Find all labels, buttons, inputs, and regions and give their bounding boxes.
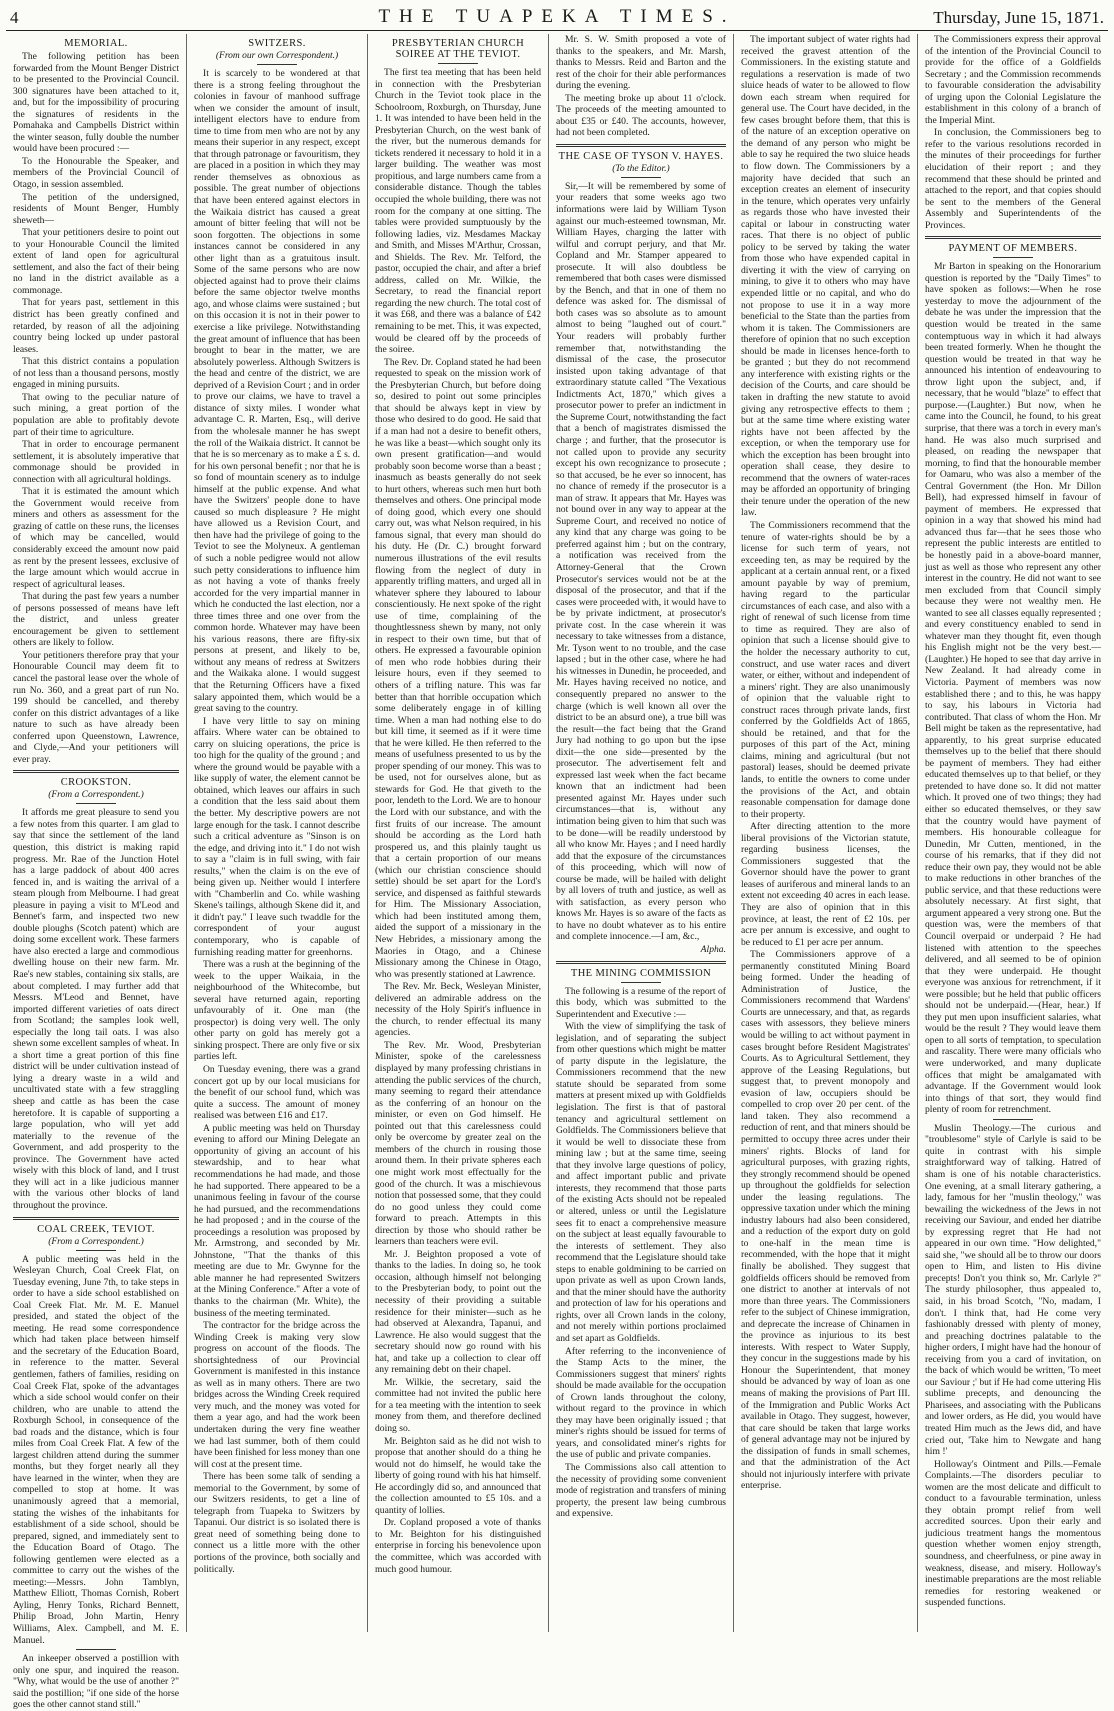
divider bbox=[76, 1250, 116, 1251]
presbyterian-para: Dr. Copland proposed a vote of thanks to Mr. Beighton for his distinguished enterprise in forcing his benevolence upon the committee, which was accorded with much good humour. bbox=[375, 1517, 541, 1575]
memorial-para: That owing to the peculiar nature of such mining, a great portion of the population are able to profitably devote part of their time to agriculture. bbox=[13, 391, 179, 438]
presbyterian-para: The Rev. Dr. Copland stated he had been requested to speak on the mission work of the Presbyterian Church, but before doing so, desired to point out some principles that should be always kept in view by those who desired to do good. He said that if a man had not a desire to benefit others, he was like a beast—which sought only its own present gratification—and would probably soon become worse than a beast ; inasmuch as beasts generally do not seek to hurt others, whereas such men hurt both themselves and others. One principal mode of doing good, which every one should carry out, was what Nelson required, in his famous signal, that every man should do his duty. He (Dr. C.) brought forward numerous illustrations of the evil results flowing from the neglect of duty in apparently trifling matters, and urged all in whatever sphere they laboured to labour conscientiously. He next spoke of the right use of time, complaining of the thoughtlessness shewn by many, not only in respect to their own time, but that of others. He expressed a favourable opinion of men who rode hobbies during their leisure hours, even if they seemed to others of a trifling nature. This was far better than that horrible occupation which some deliberately engage in of killing time. When a man had nothing else to do but kill time, it seemed as if it were time that he were killed. He then referred to the means of usefulness presented to us by the proper spending of our money. This was to be used, not for ourselves alone, but as stewards for God. He that giveth to the poor, lendeth to the Lord. We are to honour the Lord with our substance, and with the first fruits of our increase. The amount should be according as the Lord hath prospered us, and this plainly taught us that a certain proportion of our means (which our christian conscience should settle) should be set apart for the Lord's service, and dispensed as faithful stewards for Him. The Missionary Association, which had been instituted among them, aided the support of a missionary in the New Hebrides, a missionary among the Maories in Otago, and a Chinese Missionary among the Chinese in Otago, who was presently stationed at Lawrence. bbox=[375, 356, 541, 980]
soiree-thanks-para: Mr. S. W. Smith proposed a vote of thanks to the speakers, and Mr. Marsh, thanks to Messrs. Reid and Barton and the rest of the choir for their able performances during the evening. bbox=[556, 34, 726, 92]
mining-para: The Commissioners recommend that the tenure of water-rights should be by a license for such term of years, not exceeding ten, as may be required by the applicant at a certain annual rent, or a fixed amount payable by way of premium, having regard to the particular circumstances of each case, and also with a right of renewal of such license from time to time as required. They are also of opinion that such a license should give to the holder the necessary authority to cut, construct, and use water races and divert water, or either, without and independent of a miners' right. They are also unanimously of opinion that the valuable right to construct races through private lands, first conferred by the Goldfields Act of 1865, should be retained, and that for the purposes of this part of the Act, mining claims, mining and agricultural (but not pastoral) leases, should be deemed private lands, to entitle the owners to come under the provisions of the Act, and obtain reasonable compensation for damage done to their property. bbox=[741, 519, 910, 820]
switzers-para: The contractor for the bridge across the Winding Creek is making very slow progress on account of the floods. The shortsightedness of our Provincial Government is manifested in this instance as well as in many others. There are two bridges across the Winding Creek required very much, and the money was voted for them a year ago, and had the work been undertaken during the very fine weather we had last summer, both of them could have been finished for less money than one will cost at the present time. bbox=[194, 1320, 360, 1470]
presbyterian-para: The first tea meeting that has been held in connection with the Presbyterian Church in the Teviot took place in the Schoolroom, Roxburgh, on Thursday, June 1. It was intended to have been held in the Presbyterian Church, on the west bank of the river, but the numerous demands for tickets rendered it necessary to hold it in a larger building. The weather was most propitious, and large numbers came from a considerable distance. Though the tables occupied the whole building, there was not room for the company at one sitting. The tables were provided sumptuously by the following ladies, viz. Mesdames Mackay and Smith, and Misses M'Arthur, Crossan, and Shields. The Rev. Mr. Telford, the pastor, occupied the chair, and after a brief address, called on Mr. Wilkie, the Secretary, to read the financial report regarding the new church. The total cost of it was £68, and there was a balance of £42 remaining to be met. This, it was expected, would be cleared off by the proceeds of the soiree. bbox=[375, 67, 541, 356]
memorial-address: To the Honourable the Speaker, and members of the Provincial Council of Otago, in session assembled. bbox=[13, 155, 179, 191]
crookston-para: It affords me great pleasure to send you a few notes from this quarter. I am glad to say that since the settlement of the land question, this district is making rapid progress. Mr. Rae of the Junction Hotel has a large paddock of about 400 acres fenced in, and is waiting the arrival of a steam plough from Melbourne. I had great pleasure in paying a visit to M'Leod and Bennet's farm, and inspected two new double ploughs (Scotch patent) which are doing some excellent work. These farmers have also erected a large and commodious dwelling house on their new farm. Mr. Rae's new stables, containing six stalls, are about completed. I may further add that Messrs. M'Leod and Bennet, have imported different varieties of oats direct from Scotland; the samples look well, especially the long tail oats. I was also shewn some excellent samples of wheat. In a short time a great portion of this fine district will be under cultivation instead of lying a dreary waste in a wild and uncultivated state with a few straggling sheep and cattle as has been the case heretofore. It is capable of supporting a large population, who will yet add materially to the revenue of the Government, and add prosperity to the province. The Government have acted wisely with this block of land, and I trust they will act in a like judicious manner with the various other blocks of land throughout the province. bbox=[13, 807, 179, 1211]
mining-para: The Commissions also call attention to the necessity of providing some convenient mode of registration and transfers of mining property, the present law being cumbrous and expensive. bbox=[556, 1461, 726, 1520]
coal-creek-para: A public meeting was held in the Wesleyan Church, Coal Creek Flat, on Tuesday evening, June 7th, to take steps in order to have a side school established on Coal Creek Flat. Mr. M. E. Manuel presided, and stated the object of the meeting. He read some correspondence which had taken place between himself and the secretary of the Education Board, in reference to the matter. Several gentlemen, fathers of families, residing on Coal Creek Flat, spoke of the advantages which a side school would confer on their children, who are unable to attend the Roxburgh School, in consequence of the bad roads and the distance, which is four miles from Coal Creek Flat. A few of the largest children attend during the summer months, but they forget nearly all they have learned in the winter, when they are compelled to stop at home. It was unanimously agreed that a memorial, stating the wishes of the inhabitants for establishment of a side school, should be prepared, signed, and immediately sent to the Education Board of Otago. The following gentlemen were elected as a committee to carry out the wishes of the meeting:—Messrs. John Tamblyn, Matthew Elliott, Thomas Cornish, Robert Ayling, Henry Tonks, Richard Bennett, Philip Broad, John Martin, Henry Williams, Alex. Campbell, and M. E. Manuel. bbox=[13, 1253, 179, 1646]
presbyterian-para: Mr. Wilkie, the secretary, said the committee had not invited the public here for a tea meeting with the intention to seek money from them, and therefore declined doing so. bbox=[375, 1376, 541, 1434]
page-number: 4 bbox=[10, 8, 19, 27]
newspaper-title: THE TUAPEKA TIMES. bbox=[378, 6, 736, 27]
mining-commission-heading: THE MINING COMMISSION bbox=[570, 967, 712, 979]
soiree-close-para: The meeting broke up about 11 o'clock. The proceeds of the meeting amounted to about £35 or £40. The accounts, however, had not been completed. bbox=[556, 92, 726, 139]
memorial-para: That your petitioners desire to point out to your Honourable Council the limited extent of land open for agricultural settlement, and also the fact of their being no land in the district available as a commonage. bbox=[13, 227, 179, 296]
column-1 bbox=[6, 34, 187, 1711]
switzers-heading: SWITZERS. bbox=[248, 38, 306, 49]
divider bbox=[993, 1119, 1033, 1120]
mining-para: After directing attention to the more liberal provisions of the Victorian statute, regarding business licenses, the Commissioners suggested that the Governor should have the power to grant leases of auriferous and mineral lands to an extent not exceeding 40 acres in each lease. They are also of opinion that in this province, at least, the rent of £2 10s. per acre per annum is excessive, and ought to be reduced to £1 per acre per annum. bbox=[741, 821, 910, 948]
column-3 bbox=[368, 34, 549, 1632]
presbyterian-para: The Rev. Mr. Beck, Wesleyan Minister, delivered an admirable address on the necessity of the Holy Spirit's influence in the church, to render effectual its many agencies. bbox=[375, 981, 541, 1039]
issue-date: Thursday, June 15, 1871. bbox=[933, 8, 1104, 27]
memorial-heading: MEMORIAL. bbox=[64, 38, 128, 49]
divider bbox=[621, 177, 661, 178]
column-2 bbox=[187, 34, 368, 1632]
presbyterian-para: Mr. J. Beighton proposed a vote of thanks to the ladies. In doing so, he took occasion, although himself not belonging to the Presbyterian body, to point out the necessity of their providing a suitable residence for their minister—such as he had observed at Alexandra, Tapanui, and Lawrence. He also would suggest that the secretary should now go round with his hat, and take up a collection to clear off any remaining debt on their chapel. bbox=[375, 1248, 541, 1376]
tyson-signature: Alpha. bbox=[700, 944, 726, 956]
mining-para: The Commissioners approve of a permanently constituted Mining Board being formed. Under the heading of Administration of Justice, the Commissioners recommend that Wardens' Courts are unnecessary, and that, as regards cases with assessors, they believe miners would be willing to act without payment in cases brought before Resident Magistrates' Courts. As to Agricultural Settlement, they approve of the Leasing Regulations, but suggest that, to prevent monopoly and evasion of law, occupiers should be compelled to crop over 20 per cent. of the land taken. They also recommend a reduction of rent, and that miners should be permitted to occupy three acres under their miners' rights. Blocks of land for agricultural purposes, with grazing rights, they strongly recommend should be opened up throughout the goldfields for selection under the leasing regulations. The oppressive taxation under which the mining industry labours had also been considered, and a reduction of the export duty on gold to one-half in the mean time is recommended, with the hope that it might finally be abolished. They suggest that goldfields officers should be removed from one district to another at intervals of not more than three years. The Commissioners refer to the subject of Chinese immigration, and deprecate the increase of Chinamen in the province as injurious to its best interests. With respect to Water Supply, they concur in the suggestions made by his Honour the Superintendent, that money should be advanced by way of loan as one means of making the provisions of Part III. of the Immigration and Public Works Act available in Otago. They suggest, however, that care should be taken that large works of general advantage may not be injured by the dissipation of funds in small schemes, and that the administration of the Act should not injuriously interfere with private enterprise. bbox=[741, 949, 910, 1492]
memorial-petition-line: The petition of the undersigned, residents of Mount Benger, Humbly sheweth— bbox=[13, 191, 179, 226]
payment-heading: PAYMENT OF MEMBERS. bbox=[948, 243, 1078, 255]
switzers-para: I have very little to say on mining affairs. Where water can be obtained to carry on sluicing operations, the price is too high for the quality of the ground ; and where the ground would be payable with a like supply of water, the element cannot be obtained, which leaves our affairs in such a condition that the less said about them the better. My descriptive powers are not large enough for the task. I cannot describe such a critical adventure as "Sinson is on the edge, and driving into it." I do not wish to say a "claim is in full swing, with fair results," when the claim is on the eve of being given up. Neither would I interfere with "Chamberlin and Co. while washing Skene's tailings, although Skene did it, and it didn't pay." I leave such twaddle for the correspondent of your august contemporary, who is capable of furnishing reading matter for greenhorns. bbox=[194, 715, 360, 958]
columns bbox=[6, 34, 1108, 1711]
holloway-advert-para: Holloway's Ointment and Pills.—Female Complaints.—The disorders peculiar to women are the most delicate and difficult to conduct to a favourable termination, unless they obtain prompt relief from well accredited sources. Upon their early and judicious treatment hangs the momentous question whether women enjoy strength, soundness, and cheerfulness, or pine away in weakness, disease, and misery. Holloway's inestimable preparations are the most reliable remedies for restoring weakened or suspended functions. bbox=[925, 1458, 1101, 1609]
presbyterian-heading: PRESBYTERIAN CHURCH SOIREE AT THE TEVIOT. bbox=[391, 38, 525, 60]
switzers-para: A public meeting was held on Thursday evening to afford our Mining Delegate an opportunity of giving an account of his stewardship, and to hear what recommendations he had made, and those he had supported. There appeared to be a unanimous feeling in favour of the course he had pursued, and the recommendations he had proposed ; and in the course of the proceedings a resolution was proposed by Mr. Armstrong, and seconded by Mr. Johnstone, "That the thanks of this meeting are due to Mr. Gwynne for the able manner he had represented Switzers at the Mining Conference." After a vote of thanks to the chairman (Mr. White), the business of the meeting terminated. bbox=[194, 1122, 360, 1319]
divider bbox=[621, 982, 661, 983]
memorial-intro: The following petition has been forwarded from the Mount Benger District to be presented to the Provincial Council. 300 signatures have been attached to it, and, but for the impossibility of procuring the signatures of residents in the Pomahaka and Campbells District within the winter season, fully double the number would have been procured :— bbox=[13, 51, 179, 155]
divider bbox=[438, 63, 478, 64]
switzers-para: There has been some talk of sending a memorial to the Government, by some of our Switzers residents, to get a line of telegraph from Tuapeka to Switzers by Tapanui. Our district is so isolated there is great need of something being done to connect us a little more with the other portions of the province, both socially and politically. bbox=[194, 1471, 360, 1575]
coal-creek-byline: (From a Correspondent.) bbox=[48, 1236, 144, 1247]
masthead bbox=[6, 4, 1108, 31]
memorial-para: Your petitioners therefore pray that your Honourable Council may deem fit to cancel the pastoral lease over the whole of run No. 360, and a great part of run No. 199 should be cancelled, and thereby confer on this district advantages of a like nature to such as have already been conferred upon Queenstown, Lawrence, and Clyde,—And your petitioners will ever pray. bbox=[13, 649, 179, 765]
divider bbox=[925, 236, 1101, 239]
column-4 bbox=[549, 34, 734, 1632]
payment-para: Mr Barton in speaking on the Honorarium question is reported by the "Daily Times" to have spoken as follows:—When he rose yesterday to move the adjournment of the debate he was under the impression that the question would be treated in the same contemptuous way in which it had always been treated formerly. When he thought the question would be treated in that way he announced his intention of endeavouring to throw light upon the subject, and, if necessary, that he would "blaze" to effect that purpose.—(Laughter.) But now, when he came into the Council, he found, to his great surprise, that there was a torch in every man's hand. He was also much surprised and pleased, on reading the newspaper that morning, to find that the honourable member for Oamaru, who was also a member of the Central Government (the Hon. Mr Dillon Bell), had expressed himself in favour of payment of members. He expressed that opinion in a way that showed his mind had advanced thus far—that he sees those who represent the public interests are entitled to be honestly paid in a above-board manner, just as well as those who represent any other interest in the country. He did not want to see men excluded from that Council simply because they were not wealthy men. He wanted to see all classes equally represented ; and every constituency enabled to send in whatever man they thought fit, even though his English might not be the very best.—(Laughter.) He hoped to see that day arrive in New Zealand. It had already come in Victoria. Payment of members was now established there ; and to this, he was happy to say, his labours in Victoria had contributed. That class of whom the Hon. Mr Bell might be taken as the representative, had apparently, to his great surprise educated themselves up to the belief that there should be payment of members. They had either educated themselves up to that belief, or they pretended to have done so. It did not matter which. It proved one of two things; they had either so educated themselves, or they saw that the country would have payment of members. His honourable colleague for Dunedin, Mr Cutten, mentioned, in the course of his remarks, that if they did not reduce their own pay, they would not be able to make reductions in other branches of the public service, and that these reductions were absolutely necessary. At first sight, that argument appeared a very strong one. But the question was, were the members of that Council overpaid or underpaid ? He had listened with attention to the speeches delivered, and all seemed to be of opinion that they were underpaid. He thought everyone was anxious for retrenchment, if it were possible; but he held that public officers should not be underpaid.—(Hear, hear.) If they put men upon insufficient salaries, what would be the result ? They would leave them open to all sorts of temptation, to speculation and rascality. There were many officials who were underworked, and many duplicate offices that might be amalgamated with advantage. If the Government would look into things of that sort, they would find plenty of room for retrenchment. bbox=[925, 261, 1101, 1116]
divider bbox=[556, 144, 726, 147]
muslin-theology-para: Muslin Theology.—The curious and "troublesome" style of Carlyle is said to be quite in contrast with his simple straightforward way of talking. Hatred of sham is one of his notable characteristics. One evening, at a small literary gathering, a lady, famous for her "muslin theology," was bewailing the wickedness of the Jews in not receiving our Saviour, and ended her diatribe by expressing regret that He had not appeared in our own time. "How delighted," said she, "we should all be to throw our doors open to Him, and listen to His divine precepts! Don't you think so, Mr. Carlyle ?" The sturdy philosopher, thus appealed to, said, in his broad Scotch, "No, madam, I don't. I think that, had He come very fashionably dressed with plenty of money, and preaching doctrines palatable to the higher orders, I might have had the honour of receiving from you a card of invitation, on the back of which would be written, 'To meet our Saviour ;' but if He had come uttering His sublime precepts, and denouncing the Pharisees, and associating with the Publicans and lower orders, as He did, you would have treated Him much as the Jews did, and have cried out, 'Take him to Newgate and hang him !' bbox=[925, 1122, 1101, 1458]
memorial-para: That in order to encourage permanent settlement, it is absolutely imperative that commonage should be provided in connection with all agricultural holdings. bbox=[13, 439, 179, 485]
tyson-letter: Sir,—It will be remembered by some of your readers that some weeks ago two informations were laid by William Tyson against our much-esteemed townsman, Mr. William Hayes, charging the latter with wilful and corrupt perjury, and that Mr. Copland and Mr. Stamper appeared to prosecute. It will also doubtless be remembered that both cases were dismissed by the Bench, and that in one of them no defence was asked for. The dismissal of both cases was so absolute as to amount almost to being "laughed out of court." Your readers will probably further remember that, notwithstanding the dismissal of the case, the prosecutor insisted upon taking advantage of that extraordinary statute called "The Vexatious Indictments Act, 1870," which gives a prosecutor power to prefer an indictment in the Supreme Court, notwithstanding the fact that a bench of magistrates dismissed the charge ; and further, that the prosecutor is not called upon to provide any security except his own recognizance to prosecute ; so that accused, be he ever so innocent, has no chance of remedy if the prosecutor is a man of straw. It appears that Mr. Hayes was not bound over in any way to appear at the Supreme Court, and received no notice of any kind that any charge was going to be preferred against him ; but on the contrary, a notification was received from the Attorney-General that the Crown Prosecutor's services would not be at the disposal of the prosecutor, and that if the cases were proceeded with, it would have to be by private indictment, at prosecutor's private cost. In the case wherein it was necessary to take witnesses from a distance, Mr. Tyson went to no trouble, and the case lapsed ; but in the other case, where he had his witnesses in Dunedin, he proceeded, and Mr. Hayes having received no notice, and consequently prepared no answer to the charge (which is well known all over the district to be an absurd one), a true bill was the result—the fact being that the Grand Jury had nothing to go upon but the ipse dixit—the one side—presented by the prosecutor. The advertisement felt and expressed last week when the fact became known that an indictment had been presented against Mr. Hayes under such circumstances—that is, without any intimation being given to him that such was to be done—will be readily understood by all who know Mr. Hayes ; and I need hardly add that the exposure of the circumstances of this proceeding, which will now of course be made, will be hailed with delight by all lovers of truth and justice, as well as with satisfaction, as every person who knows Mr. Hayes is so aware of the facts as to have no doubt whatever as to his entire and complete innocence.—I am, &c., bbox=[556, 180, 726, 943]
memorial-para: That for years past, settlement in this district has been greatly confined and retarded, by reason of all the adjoining country being locked up under pastoral leases. bbox=[13, 297, 179, 355]
tyson-byline: (To the Editor.) bbox=[612, 163, 670, 174]
divider bbox=[13, 1217, 179, 1220]
switzers-para: It is scarcely to be wondered at that there is a strong feeling throughout the colonies in favour of manhood suffrage when we consider the amount of insult, intelligent electors have to endure from time to time from men who are not by any means their superior in any respect, except that through patronage or favouritism, they are placed in a position in which they may render themselves as obnoxious as possible. The great number of objections that have been entered against electors in the Waikaia district has caused a great amount of bitter feeling that will not be soon forgotten. The objections in some instances cannot be considered in any other light than as a gratuitous insult. Some of the same persons who are now objected against had to prove their claims before the same objector twelve months ago, and whose claims were sustained ; but on this occasion it is not in their power to exercise a like privilege. Notwithstanding the great amount of influence that has been brought to bear in the matter, we are absolutely powerless. Although Switzers is the head and centre of the district, we are deprived of a Revision Court ; and in order to prove our claims, we have to travel a distance of sixty miles. I wonder what advantage C. R. Marten, Esq., will derive from the wholesale manner he has swept the roll of the Waikaia district. It cannot be that he is so mercenary as to make a £ s. d. for his own personal benefit ; nor that he is so fond of mountain scenery as to indulge himself at the public expense. And what have the Switzers' people done to have caused so much displeasure ? He might have allowed us a Revision Court, and then have had the privilege of going to the Teviot to see the Molyneux. A gentleman of such a noble pedigree would not allow such petty considerations to influence him as not having a vote of thanks freely accorded for the very impartial manner in which he conducted the last election, nor a three times three and one over from the common horde. Whatever may have been his various reasons, there are fifty-six persons at present, and likely to be, without any means of redress at Switzers and the Waikaka alone. I would suggest that the Returning Officers have a fixed salary appointed them, which would be a great saving to the country. bbox=[194, 68, 360, 715]
mining-para: With the view of simplifying the task of legislation, and of separating the subject from other questions which might be matter of party dispute in the legislature, the Commissioners recommend that the new statute should be separated from some matters at present mixed up with Goldfields legislation. The first is that of pastoral tenancy and agricultural settlement on Goldfields. The Commissioners believe that it would be well to dissociate these from mining law ; but at the same time, seeing that they involve large questions of policy, and affect important public and private interests, they recommend that those parts of the existing Acts should not be repealed or altered, unless or until the Legislature sees fit to enact a comprehensive measure on the subject at least equally favourable to the interests of settlement. They also recommend that the Legislature should take steps to enable goldmining to be carried on upon private as well as upon Crown lands, and that the miner should have the authority and protection of law for his operations and rights, over all Crown lands in the colony, and not merely within portions proclaimed and set apart as Goldfields. bbox=[556, 1021, 726, 1344]
memorial-para: That this district contains a population of not less than a thousand persons, mostly engaged in mining pursuits. bbox=[13, 356, 179, 391]
divider bbox=[76, 803, 116, 804]
presbyterian-para: The Rev. Mr. Wood, Presbyterian Minister, spoke of the carelessness displayed by many professing christians in attending the public services of the church, many seeming to regard their attendance as the conferring of an honour on the minister, or even on God himself. He pointed out that this carelessness could only be overcome by greater zeal on the members of the church in rousing those around them. In their private spheres each one might work most effectually for the good of the church. It was a mischievous notion that possessed some, that they could do no good unless they could come forward to preach. Attempts in this direction by those who should rather be learners than teachers were evil. bbox=[375, 1039, 542, 1248]
tyson-heading: THE CASE OF TYSON V. HAYES. bbox=[558, 150, 724, 162]
memorial-para: That it is estimated the amount which the Government would receive from miners and others as assessment for the grazing of cattle on these runs, the licenses of which may be cancelled, would considerably exceed the amount now paid as rent by the present lessees, exclusive of the large amount which would accrue in respect of agricultural leases. bbox=[13, 486, 179, 590]
divider bbox=[76, 1649, 116, 1650]
mining-para: The following is a resume of the report of this body, which was submitted to the Superintendent and Executive :— bbox=[556, 985, 726, 1020]
presbyterian-para: Mr. Beighton said as he did not wish to propose that another should do a thing he would not do himself, he would take the liberty of going round with his hat himself. He accordingly did so, and announced that the collection amounted to £5 10s. and a quantity of lollies. bbox=[375, 1435, 541, 1516]
divider bbox=[13, 770, 179, 773]
crookston-heading: CROOKSTON. bbox=[60, 777, 132, 789]
mining-para: After referring to the inconvenience of the Stamp Acts to the miner, the Commissioners suggest that miners' rights should be made available for the occupation of Crown lands throughout the colony, without regard to the province in which they may have been originally issued ; that miner's rights should be issued for terms of years, and consolidated miner's rights for the use of public and private companies. bbox=[556, 1345, 726, 1461]
divider bbox=[556, 961, 726, 964]
crookston-byline: (From a Correspondent.) bbox=[48, 790, 144, 801]
coal-creek-heading: COAL CREEK, TEVIOT. bbox=[37, 1223, 155, 1235]
column-5 bbox=[734, 34, 918, 1632]
switzers-para: On Tuesday evening, there was a grand concert got up by our local musicians for the benefit of our school fund, which was quite a success. The amount of money realised was between £16 and £17. bbox=[194, 1064, 360, 1122]
mining-para: In conclusion, the Commissioners beg to refer to the various resolutions recorded in the minutes of their proceedings for further elucidation of their report ; and they recommend that these should be printed and attached to the report, and that copies should be sent to the members of the General Assembly and Superintendents of the Provinces. bbox=[925, 127, 1101, 231]
column-6 bbox=[918, 34, 1108, 1632]
switzers-byline: (From our own Correspondent.) bbox=[215, 51, 339, 61]
mining-para: The Commissioners express their approval of the intention of the Provincial Council to provide for the office of a Goldfields Secretary ; and the Commission recommends to favourable consideration the advisability of urging upon the Colonial Legislature the establishment in this colony of a branch of the Imperial Mint. bbox=[925, 34, 1101, 126]
mining-para: The important subject of water rights had received the gravest attention of the Commissioners. In the existing statute and regulations a reservation is made of two sluice heads of water to be allowed to flow down each stream when required for general use. The Court have decided, in the few cases brought before them, that this is of the nature of an exception operative on the demand of any person who might be able to say he required the two sluice heads to flow down. The Commissioners by a majority have decided that such an exception creates an element of insecurity in the tenure, which operates very unfairly as regards those who have invested their capital or labour in constructing water races. That there is no object of public policy to be served by taking the water from those who have expended capital in diverting it with the view of carrying on mining, to give it to others who may have expended little or no capital, and who do not propose to use it in a way more beneficial to the State than the parties from whom it is taken. The Commissioners are therefore of opinion that no such exception should be made in licenses hence-forth to be granted ; but they do not recommend any interference with existing rights or the decision of the Courts, and care should be taken in drafting the new statute to avoid giving any retrospective effects to them ; but at the same time where existing water rights have not been affected by the exception, or when the temporary use for which the exception has been brought into operation shall cease, they desire to recommend that the owners of water-races may be afforded an opportunity of bringing their tenure under the operation of the new law. bbox=[741, 34, 910, 519]
switzers-para: There was a rush at the beginning of the week to the upper Waikaia, in the neighbourhood of the Whitecombe, but several have returned again, reporting unfavourably of it. One man (the prospector) is doing very well. The only other party on gold has merely got a sinking prospect. There are only five or six parties left. bbox=[194, 959, 360, 1063]
postillion-anecdote: An inkeeper observed a postillion with only one spur, and inquired the reason. "Why, what would be the use of another ?" said the postillion; "if one side of the horse goes the other cannot stand still." bbox=[13, 1653, 179, 1711]
divider bbox=[993, 257, 1033, 258]
memorial-para: That during the past few years a number of persons possessed of means have left the district, and unless greater encouragement be given to settlement others are likely to follow. bbox=[13, 591, 179, 649]
divider bbox=[257, 64, 297, 65]
